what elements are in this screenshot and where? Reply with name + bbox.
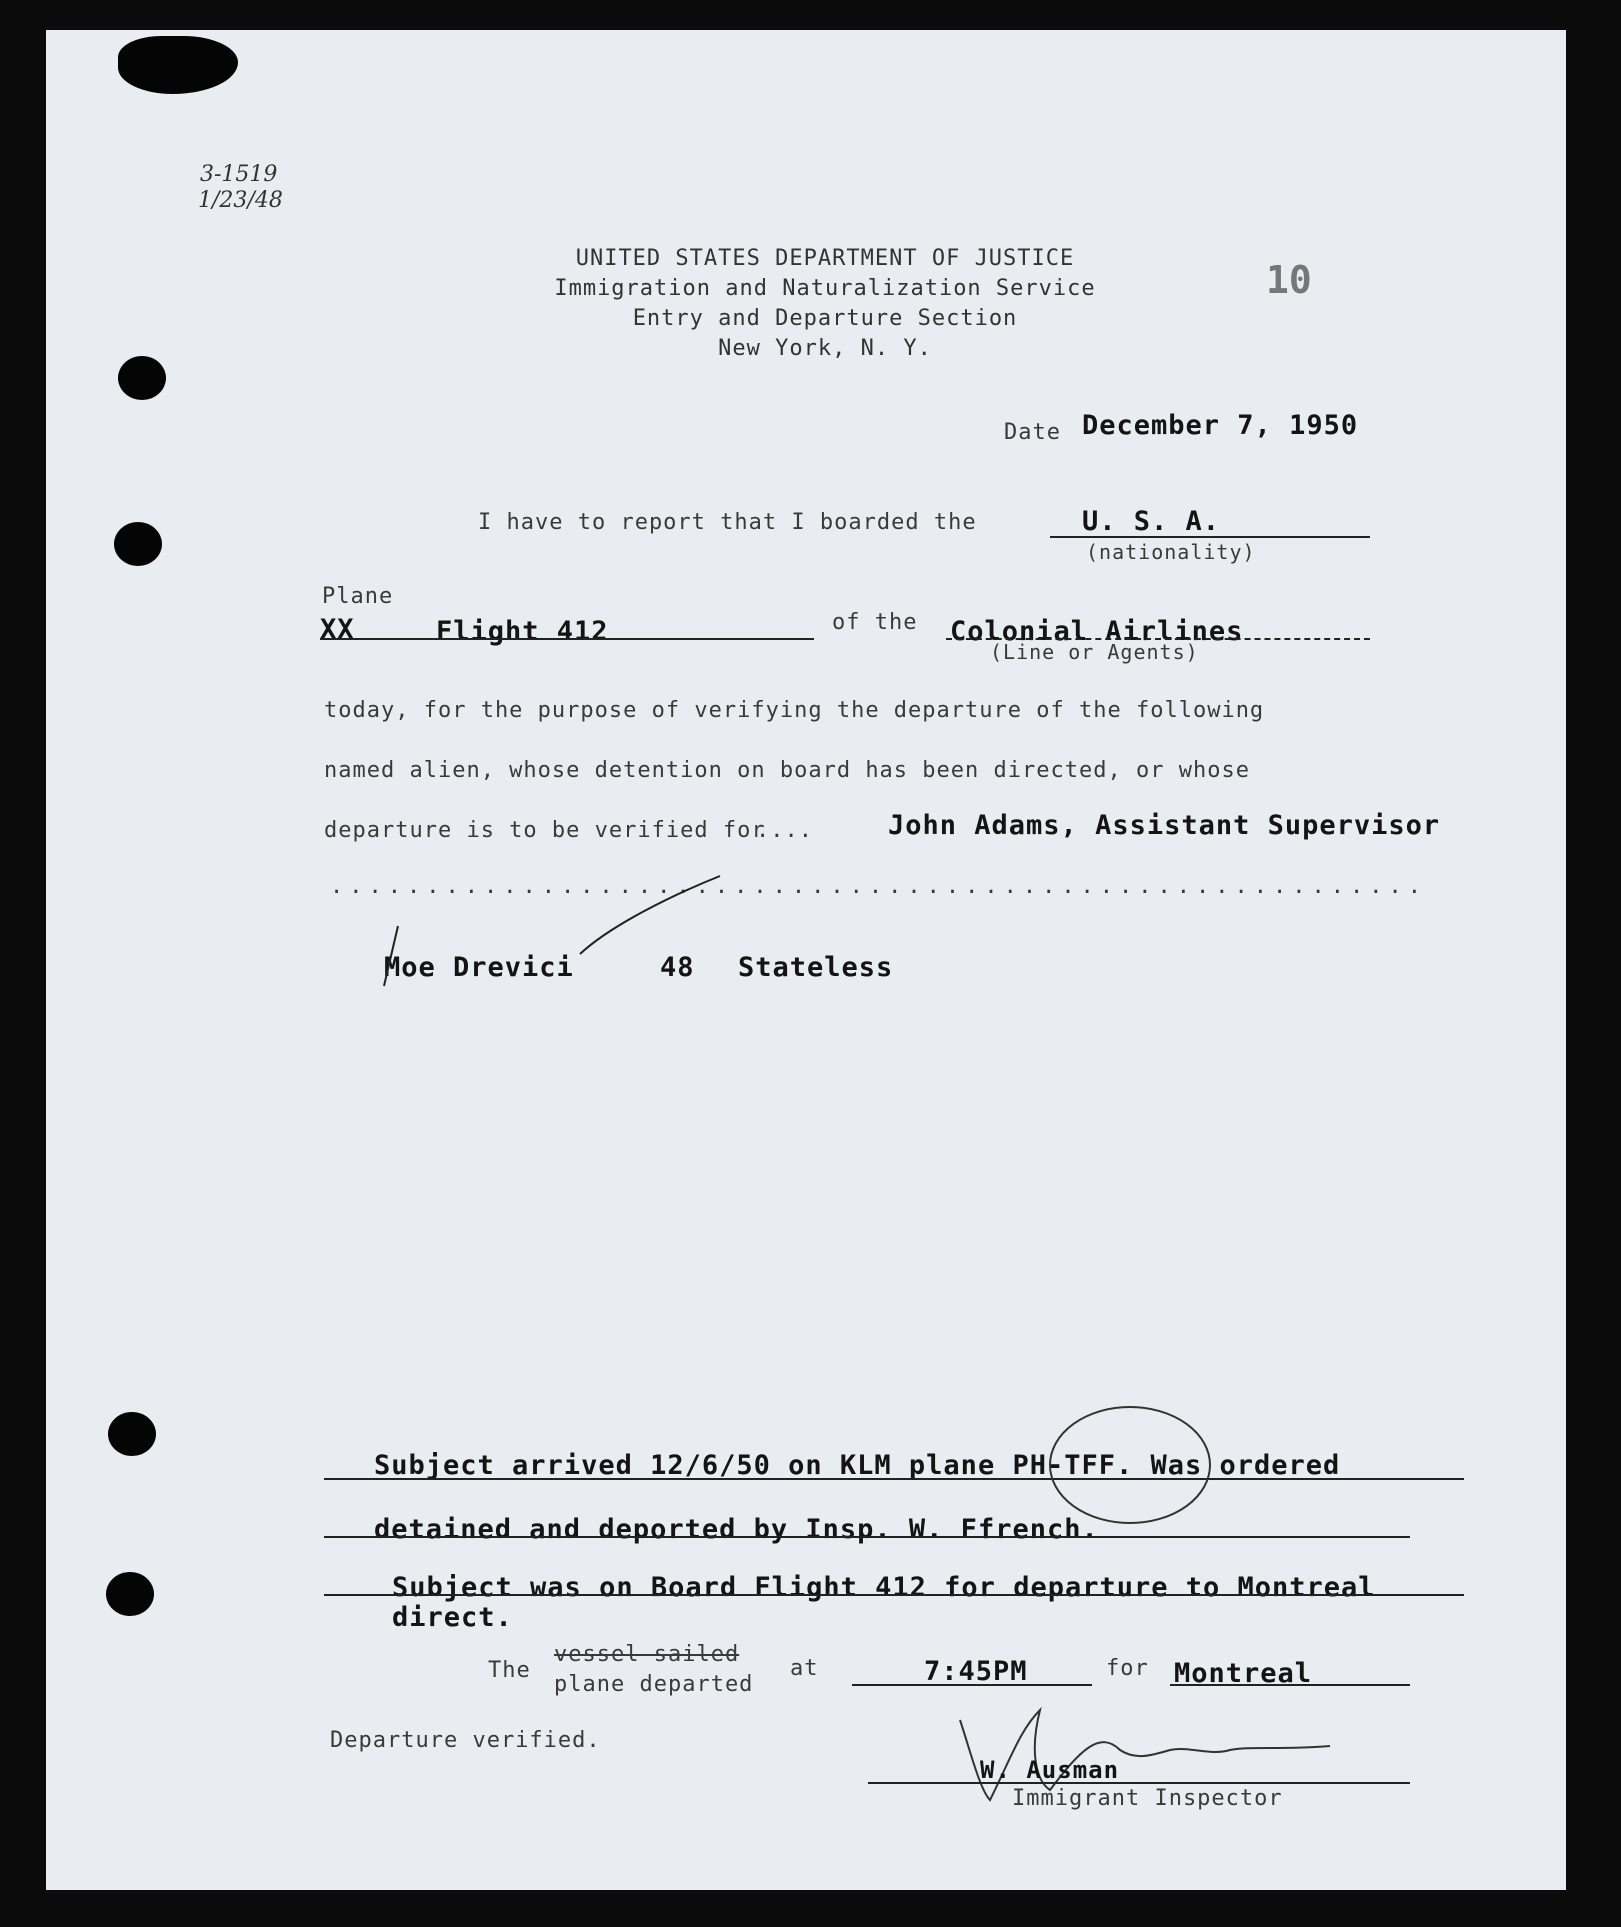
punch-hole xyxy=(108,1412,156,1456)
nationality-value: U. S. A. xyxy=(1082,506,1221,537)
of-the-label: of the xyxy=(832,610,918,635)
signature-title: Immigrant Inspector xyxy=(1012,1786,1283,1811)
file-note-line1: 3-1519 xyxy=(200,162,278,187)
body-line2: named alien, whose detention on board has been directed, or whose xyxy=(324,758,1250,783)
verified-for: John Adams, Assistant Supervisor xyxy=(888,810,1441,841)
alien-name: Moe Drevici xyxy=(384,952,574,983)
departure-destination: Montreal xyxy=(1174,1658,1313,1689)
signature-underline xyxy=(868,1782,1410,1784)
departure-struck: vessel sailed xyxy=(554,1642,740,1667)
departure-at: at xyxy=(790,1656,819,1681)
verified-text: Departure verified. xyxy=(330,1728,601,1753)
dotted-line: ......................................................... xyxy=(330,874,1427,899)
nationality-underline xyxy=(1050,536,1370,538)
plane-prefix: XX xyxy=(320,614,355,645)
destination-underline xyxy=(1170,1684,1410,1686)
header-line3: Entry and Departure Section xyxy=(632,306,1018,331)
check-mark xyxy=(380,866,730,996)
line-caption: (Line or Agents) xyxy=(990,640,1199,664)
file-note-line2: 1/23/48 xyxy=(198,188,283,213)
flight-value: Flight 412 xyxy=(436,616,609,647)
nationality-caption: (nationality) xyxy=(1086,540,1256,564)
date-label: Date xyxy=(1004,420,1061,445)
departure-time: 7:45PM xyxy=(924,1656,1028,1687)
line-value: Colonial Airlines xyxy=(950,616,1244,647)
remarks-underline3 xyxy=(324,1594,1464,1596)
remarks-underline2 xyxy=(324,1536,1410,1538)
flight-underline xyxy=(320,638,814,640)
signature-name: W. Ausman xyxy=(980,1756,1120,1784)
header-line4: New York, N. Y. xyxy=(718,336,932,361)
punch-hole xyxy=(106,1572,154,1616)
page-number: 10 xyxy=(1266,258,1312,302)
punch-hole xyxy=(114,522,162,566)
circle-mark xyxy=(1040,1400,1220,1530)
punch-hole xyxy=(118,356,166,400)
remarks-line4: direct. xyxy=(392,1602,513,1633)
header-line2: Immigration and Naturalization Service xyxy=(554,276,1096,301)
plane-label: Plane xyxy=(322,584,394,609)
body-line3: departure is to be verified for xyxy=(324,818,766,843)
date-value: December 7, 1950 xyxy=(1082,410,1359,441)
departure-departed: plane departed xyxy=(554,1672,754,1697)
remarks-underline1 xyxy=(324,1478,1464,1480)
remarks-line2: detained and deported by Insp. W. Ffrench. xyxy=(374,1514,1099,1545)
body-line1: today, for the purpose of verifying the departure of the following xyxy=(324,698,1265,723)
departure-the: The xyxy=(488,1658,531,1683)
alien-age: 48 xyxy=(660,952,695,983)
remarks-line3: Subject was on Board Flight 412 for departure to Montreal xyxy=(392,1572,1376,1603)
report-intro: I have to report that I boarded the xyxy=(478,510,977,535)
leader-dots: .... xyxy=(756,818,813,843)
time-underline xyxy=(852,1684,1092,1686)
departure-for: for xyxy=(1106,1656,1149,1681)
header-line1: UNITED STATES DEPARTMENT OF JUSTICE xyxy=(575,246,1075,271)
remarks-line1: Subject arrived 12/6/50 on KLM plane PH-TFF. Was ordered xyxy=(374,1450,1341,1481)
alien-nationality: Stateless xyxy=(738,952,894,983)
